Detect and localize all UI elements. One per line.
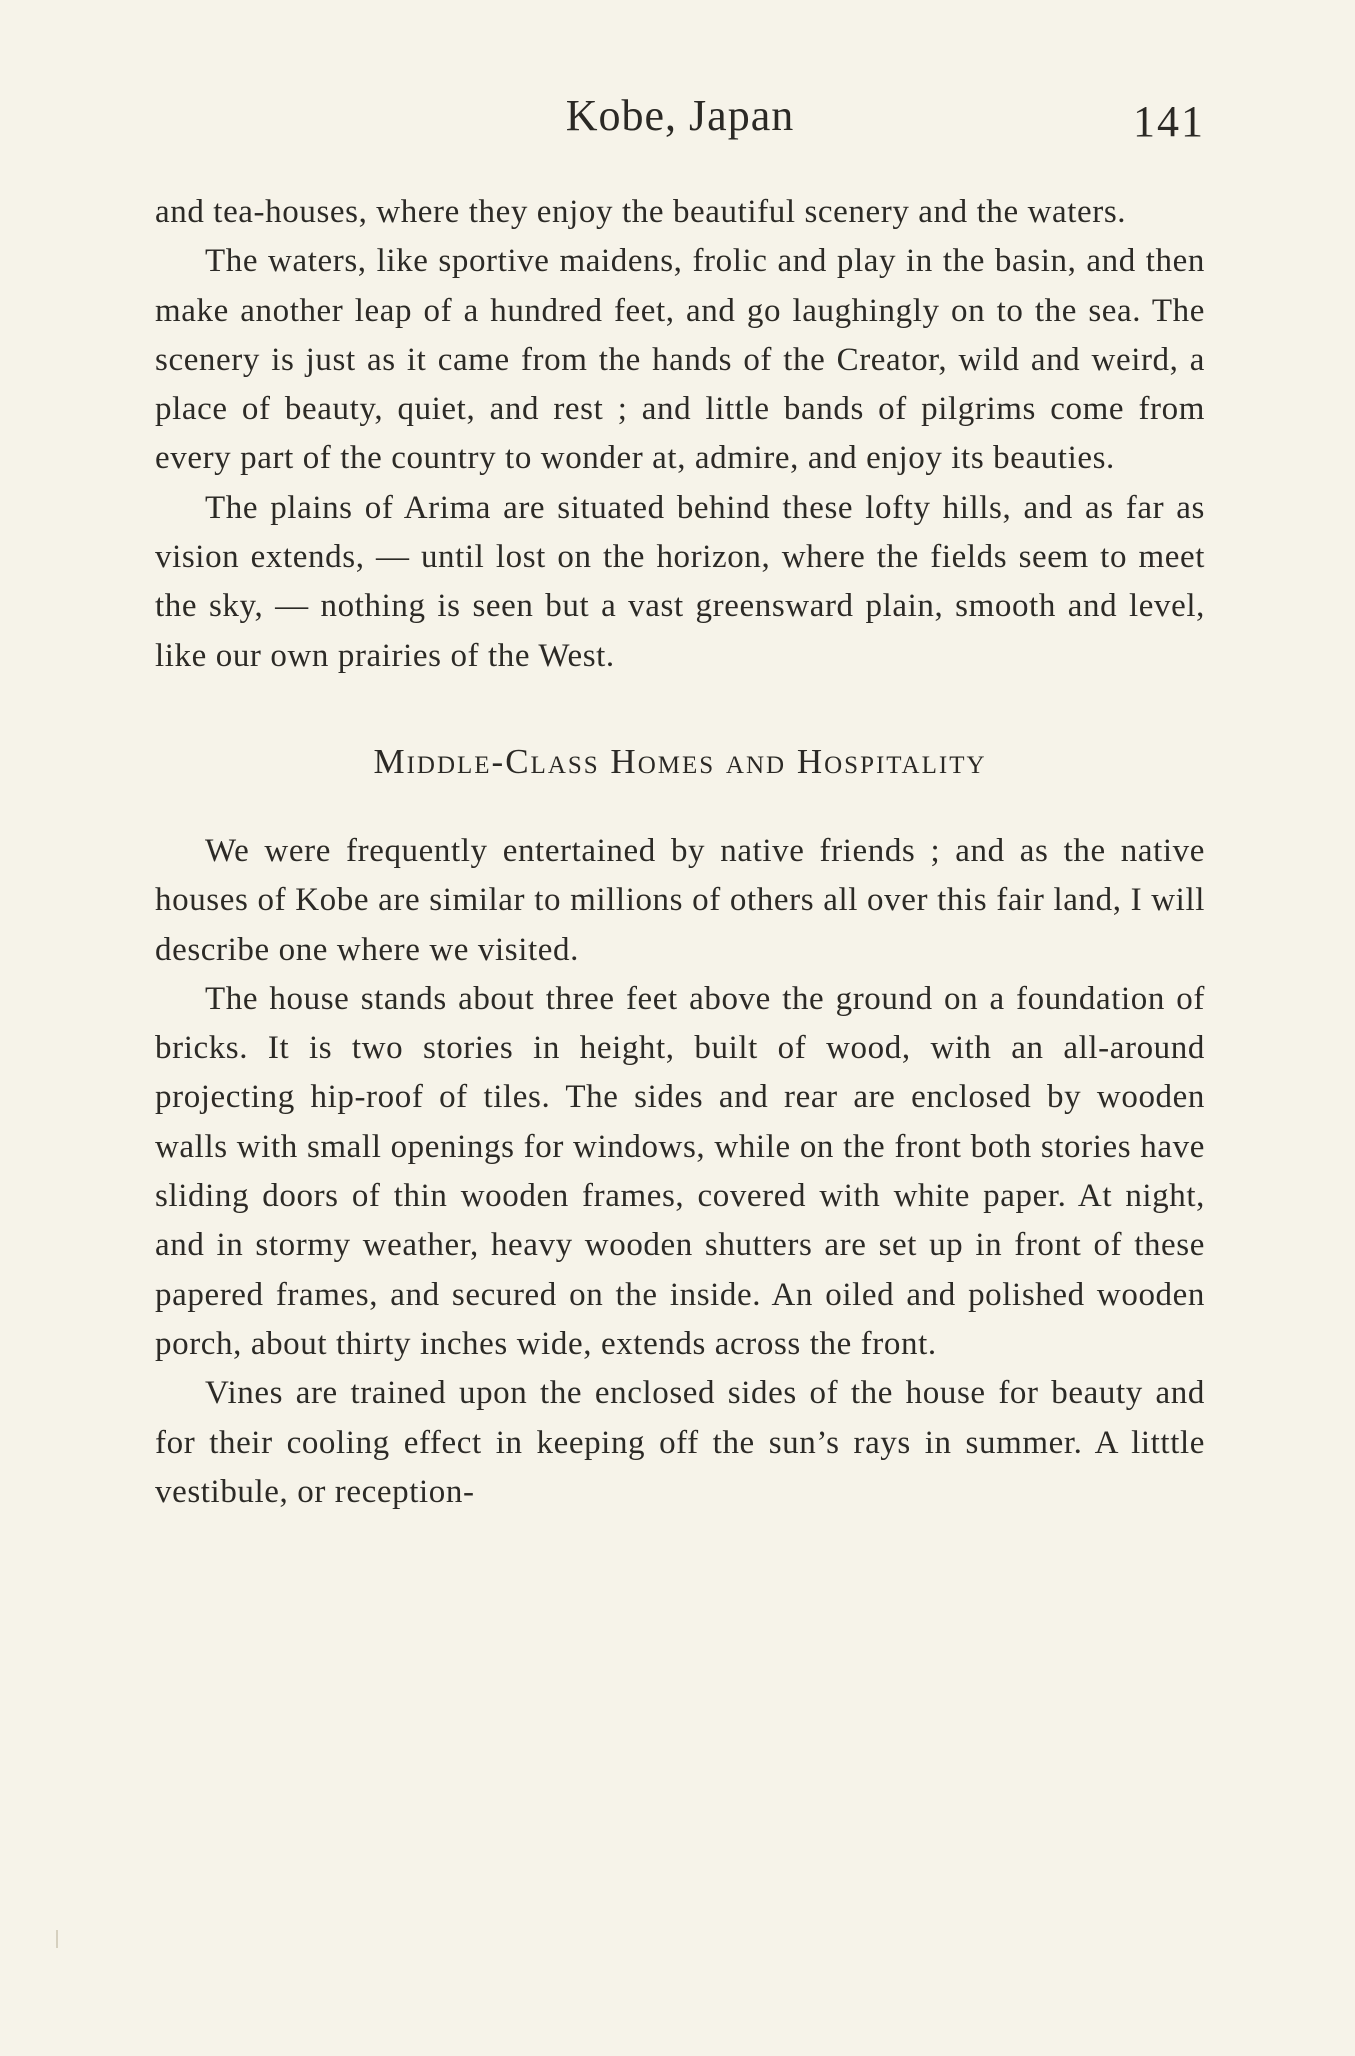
body-text <box>155 188 1205 1517</box>
running-title: Kobe, Japan <box>565 91 795 140</box>
paragraph: The plains of Arima are situated behind these lofty hills, and as far as vision extends, — until lost on the horizon, where the fields seem to meet the sky, — nothing is seen but a vast greensward plain, smooth and level, like our own prairies of the West. <box>155 489 1205 674</box>
section-heading: Middle-Class Homes and Hospitality <box>373 741 987 781</box>
paper-speck <box>56 1930 58 1948</box>
page-number: 141 <box>1133 97 1205 146</box>
paragraph: The waters, like sportive maidens, frolic and play in the basin, and then make another leap of a hundred feet, and go laughingly on to the sea. The scenery is just as it came from the hands of the Creator, wild and weird, a place of beauty, quiet, and rest ; and little bands of pilgrims come from every part of the country to wonder at, admire, and enjoy its beauties. <box>155 243 1205 477</box>
paragraph: We were frequently entertained by native friends ; and as the native houses of Kobe are similar to millions of others all over this fair land, I will describe one where we visited. <box>155 832 1205 968</box>
paragraph-continued: and tea-houses, where they enjoy the beautiful scenery and the waters. <box>155 194 1127 230</box>
paragraph-truncated: Vines are trained upon the enclosed sides of the house for beauty and for their cooling effect in keeping off the sun’s rays in summer. A litttle vestibule, or reception- <box>155 1375 1205 1510</box>
running-head <box>155 90 1205 150</box>
paragraph: The house stands about three feet above the ground on a foundation of bricks. It is two stories in height, built of wood, with an all-around projecting hip-roof of tiles. The sides and rear are enclosed by wooden walls with small openings for windows, while on the front both stories have sliding doors of thin wooden frames, covered with white paper. At night, and in stormy weather, heavy wooden shutters are set up in front of these papered frames, and secured on the inside. An oiled and polished wooden porch, about thirty inches wide, extends across the front. <box>155 980 1205 1362</box>
